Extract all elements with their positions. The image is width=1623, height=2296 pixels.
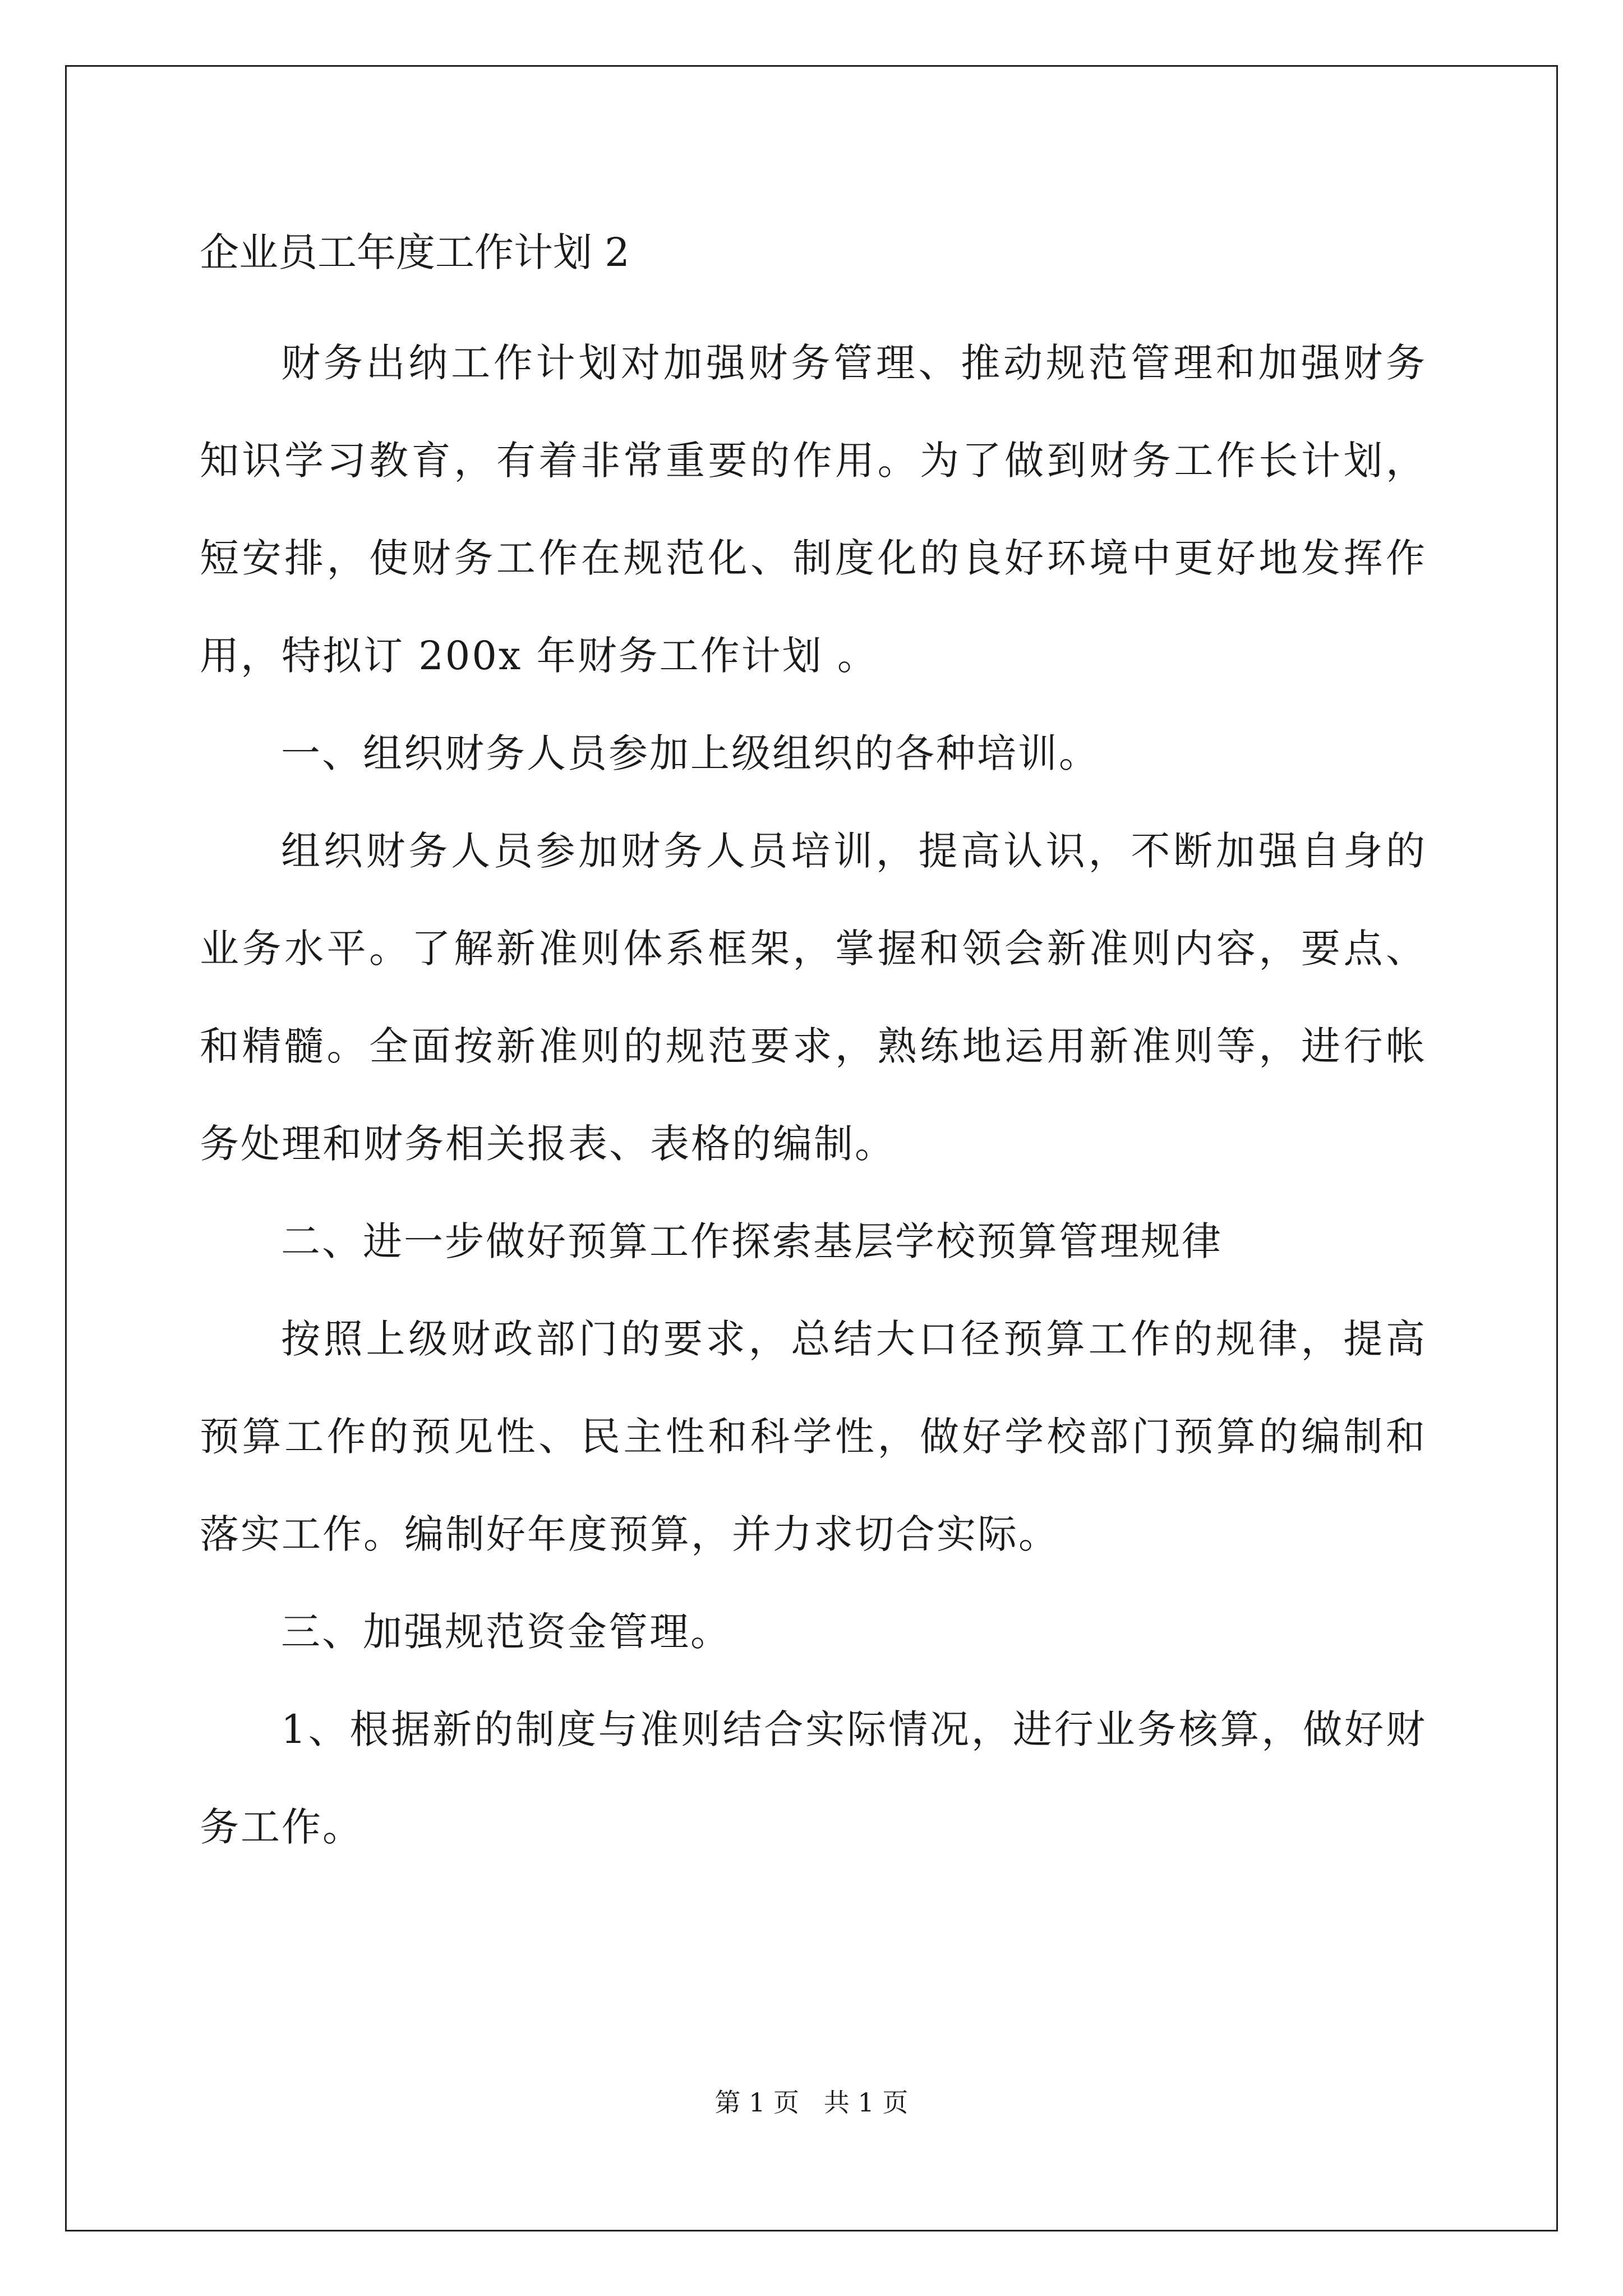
paragraph-training: 组织财务人员参加财务人员培训，提高认识，不断加强自身的业务水平。了解新准则体系框架，掌握和领会新准则内容，要点、和精髓。全面按新准则的规范要求，熟练地运用新准则等，进行帐务处理和财务相关报表、表格的编制。 [200,828,1427,1167]
section-heading-3: 三、加强规范资金管理。 [281,1609,731,1655]
document-title: 企业员工年度工作计划 2 [200,229,630,275]
paragraph-budget: 按照上级财政部门的要求，总结大口径预算工作的规律，提高预算工作的预见性、民主性和科学性，做好学校部门预算的编制和落实工作。编制好年度预算，并力求切合实际。 [200,1316,1427,1557]
paragraph-item-1: 1、根据新的制度与准则结合实际情况，进行业务核算，做好财务工作。 [200,1706,1427,1850]
page-number-footer: 第 1 页 共 1 页 [714,2087,909,2118]
paragraph-intro: 财务出纳工作计划对加强财务管理、推动规范管理和加强财务知识学习教育，有着非常重要的作用。为了做到财务工作长计划，短安排，使财务工作在规范化、制度化的良好环境中更好地发挥作用，特拟订 200x 年财务工作计划 。 [200,340,1427,679]
section-heading-2: 二、进一步做好预算工作探索基层学校预算管理规律 [281,1218,1223,1264]
document-body [200,217,1427,1876]
section-heading-1: 一、组织财务人员参加上级组织的各种培训。 [281,730,1100,776]
